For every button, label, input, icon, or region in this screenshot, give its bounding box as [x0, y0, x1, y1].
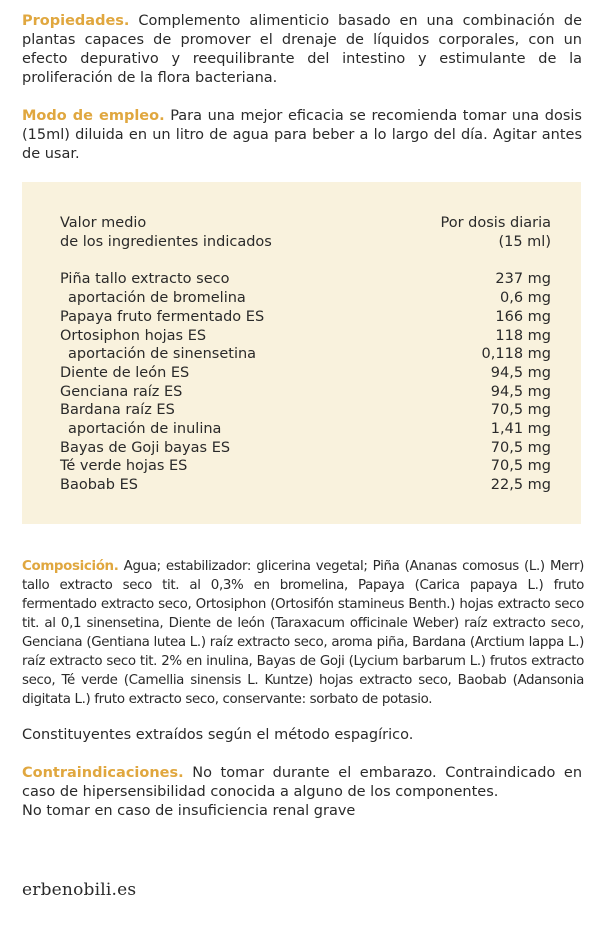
nutrition-rows: [60, 270, 551, 494]
nutrition-row: [60, 289, 551, 308]
ingredient-name: Baobab ES: [60, 477, 138, 494]
nutrition-table-header: [60, 214, 551, 251]
nutrition-table-box: [22, 182, 581, 524]
brand-website: erbenobili.es: [22, 880, 137, 900]
nutrition-row: [60, 383, 551, 402]
nutrition-row: [60, 270, 551, 289]
ingredient-value: 0,118 mg: [481, 346, 551, 363]
ingredient-name: Bardana raíz ES: [60, 402, 175, 419]
top-section: [22, 12, 582, 164]
contraindications-text-2: No tomar en caso de insuficiencia renal grave: [22, 803, 356, 819]
ingredient-name: Papaya fruto fermentado ES: [60, 308, 265, 325]
properties-paragraph: [22, 12, 582, 88]
ingredient-value: 70,5 mg: [490, 402, 551, 419]
ingredient-name: Ortosiphon hojas ES: [60, 327, 207, 344]
properties-text: Complemento alimenticio basado en una combinación de plantas capaces de promover el drenaje de líquidos corporales, con un efecto depurativo y reequilibrante del intestino y estimulante de la proliferación de la flora bacteriana.: [22, 13, 583, 86]
usage-heading: Modo de empleo.: [22, 108, 165, 124]
ingredient-value: 166 mg: [495, 308, 551, 325]
constituents-text: Constituyentes extraídos según el método espagírico.: [22, 727, 414, 743]
header-right-line1: Por dosis diaria: [440, 215, 551, 231]
composition-text: Agua; estabilizador: glicerina vegetal; Piña (Ananas comosus (L.) Merr) tallo extracto seco tit. al 0,3% en bromelina, Papaya (Carica papaya L.) fruto fermentado extracto seco, Ortosiphon (Ortosifón stamineus Benth.) hojas extracto seco tit. al 0,1 sinensetina, Diente de león (Taraxacum officinale Weber) raíz extracto seco, Genciana (Gentiana lutea L.) raíz extracto seco, aroma piña, Bardana (Arctium lappa L.) raíz extracto seco tit. 2% en inulina, Bayas de Goji (Lycium barbarum L.) frutos extracto seco, Té verde (Camellia sinensis L. Kuntze) hojas extracto seco, Baobab (Adansonia digitata L.) fruto extracto seco, conservante: sorbato de potasio.: [22, 559, 584, 707]
nutrition-table: [60, 214, 551, 495]
contraindications-paragraph: [22, 764, 582, 821]
nutrition-row: [60, 476, 551, 495]
ingredient-value: 0,6 mg: [500, 290, 551, 307]
nutrition-row: [60, 345, 551, 364]
nutrition-row: [60, 401, 551, 420]
nutrition-row: [60, 457, 551, 476]
ingredient-name: Bayas de Goji bayas ES: [60, 439, 231, 456]
ingredient-name: Piña tallo extracto seco: [60, 271, 230, 288]
usage-text: Para una mejor eficacia se recomienda tomar una dosis (15ml) diluida en un litro de agua para beber a lo largo del día. Agitar antes de usar.: [22, 108, 582, 162]
ingredient-value: 118 mg: [495, 327, 551, 344]
nutrition-row: [60, 364, 551, 383]
nutrition-row: [60, 439, 551, 458]
ingredient-value: 22,5 mg: [490, 477, 551, 494]
ingredient-name: Diente de león ES: [60, 364, 190, 381]
ingredient-value: 1,41 mg: [490, 421, 551, 438]
ingredient-value: 70,5 mg: [490, 458, 551, 475]
ingredient-name: Genciana raíz ES: [60, 383, 183, 400]
ingredient-value: 70,5 mg: [490, 439, 551, 456]
header-left: [60, 214, 272, 251]
ingredient-value: 94,5 mg: [490, 383, 551, 400]
header-left-line1: Valor medio: [60, 215, 147, 231]
properties-heading: Propiedades.: [22, 13, 130, 29]
nutrition-row: [60, 420, 551, 439]
ingredient-name: aportación de sinensetina: [68, 346, 257, 363]
contraindications-heading: Contraindicaciones.: [22, 765, 184, 781]
header-right-line2: (15 ml): [498, 233, 551, 250]
ingredient-value: 94,5 mg: [490, 364, 551, 381]
ingredient-name: aportación de inulina: [68, 421, 222, 438]
header-left-line2: de los ingredientes indicados: [60, 233, 272, 250]
usage-paragraph: [22, 107, 582, 164]
nutrition-row: [60, 327, 551, 346]
header-right: [441, 214, 552, 251]
ingredient-name: aportación de bromelina: [68, 290, 246, 307]
composition-heading: Composición.: [22, 559, 119, 574]
contraindications-text: No tomar durante el embarazo. Contraindicado en caso de hipersensibilidad conocida a alguno de los componentes.: [22, 765, 583, 800]
nutrition-row: [60, 308, 551, 327]
ingredient-value: 237 mg: [495, 271, 551, 288]
ingredient-name: Té verde hojas ES: [60, 458, 188, 475]
composition-paragraph: [22, 557, 584, 709]
